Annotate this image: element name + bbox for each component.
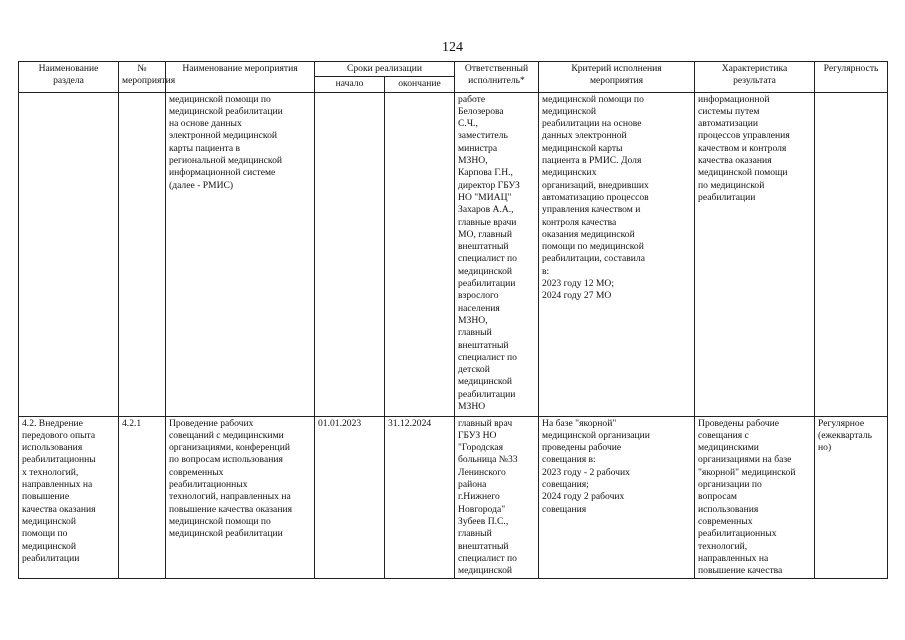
header-end: окончание bbox=[385, 77, 455, 92]
cell-start bbox=[315, 92, 385, 416]
cell-responsible: работе Белозерова С.Ч., заместитель министра МЗНО, Карпова Г.Н., директор ГБУЗ НО "МИАЦ" Захаров А.А., главные врачи МО, главный внештатный специалист по медицинской реабилитации взрослого населения МЗНО, главный внештатный специалист по детской медицинской реабилитации МЗНО bbox=[455, 92, 539, 416]
cell-start: 01.01.2023 bbox=[315, 416, 385, 579]
header-criterion: Критерий исполнения мероприятия bbox=[539, 62, 695, 93]
header-number: № мероприятия bbox=[119, 62, 166, 93]
cell-activity: Проведение рабочих совещаний с медицинскими организациями, конференций по вопросам использования современных реабилитационных технологий, направленных на повышение качества оказания медицинской помощи по медицинской реабилитации bbox=[166, 416, 315, 579]
header-start: начало bbox=[315, 77, 385, 92]
header-regularity: Регулярность bbox=[815, 62, 888, 93]
cell-number: 4.2.1 bbox=[119, 416, 166, 579]
cell-criterion: медицинской помощи по медицинской реабилитации на основе данных электронной медицинской карты пациента в РМИС. Доля медицинских организаций, внедривших автоматизацию процессов управления качеством и контроля качества оказания медицинской помощи по медицинской реабилитации, составила в: 2023 году 12 МО; 2024 году 27 МО bbox=[539, 92, 695, 416]
header-result: Характеристика результата bbox=[695, 62, 815, 93]
header-terms: Сроки реализации bbox=[315, 62, 455, 77]
page-number: 124 bbox=[442, 40, 463, 55]
table-row bbox=[19, 416, 888, 579]
cell-criterion: На базе "якорной" медицинской организации проведены рабочие совещания в: 2023 году - 2 рабочих совещания; 2024 году 2 рабочих совещания bbox=[539, 416, 695, 579]
cell-number bbox=[119, 92, 166, 416]
cell-end: 31.12.2024 bbox=[385, 416, 455, 579]
cell-regularity: Регулярное (ежекварталь но) bbox=[815, 416, 888, 579]
cell-result: Проведены рабочие совещания с медицинскими организациями на базе "якорной" медицинской организации по вопросам использования современных реабилитационных технологий, направленных на повышение качества bbox=[695, 416, 815, 579]
cell-regularity bbox=[815, 92, 888, 416]
table-row bbox=[19, 92, 888, 416]
header-responsible: Ответственный исполнитель* bbox=[455, 62, 539, 93]
header-row bbox=[19, 62, 888, 77]
cell-section: 4.2. Внедрение передового опыта использования реабилитационны х технологий, направленных на повышение качества оказания медицинской помощи по медицинской реабилитации bbox=[19, 416, 119, 579]
activities-table bbox=[18, 61, 888, 579]
cell-responsible: главный врач ГБУЗ НО "Городская больница №33 Ленинского района г.Нижнего Новгорода" Зубеев П.С., главный внештатный специалист по медицинской bbox=[455, 416, 539, 579]
cell-result: информационной системы путем автоматизации процессов управления качеством и контроля качества оказания медицинской помощи по медицинской реабилитации bbox=[695, 92, 815, 416]
cell-end bbox=[385, 92, 455, 416]
header-section: Наименование раздела bbox=[19, 62, 119, 93]
header-activity: Наименование мероприятия bbox=[166, 62, 315, 93]
cell-section bbox=[19, 92, 119, 416]
cell-activity: медицинской помощи по медицинской реабилитации на основе данных электронной медицинской карты пациента в региональной медицинской информационной системе (далее - РМИС) bbox=[166, 92, 315, 416]
